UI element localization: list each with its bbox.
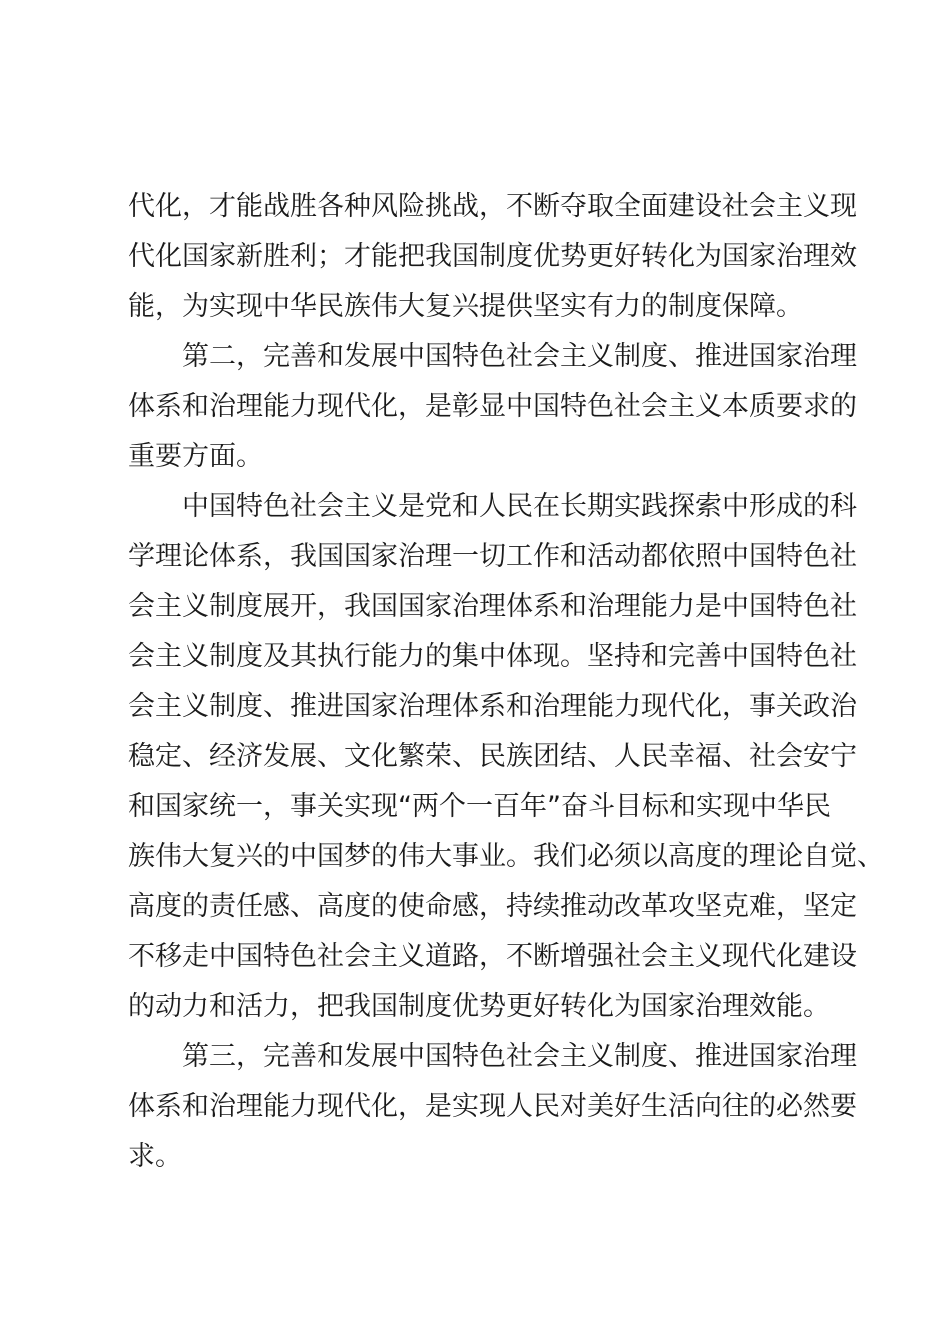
- text-line: 会主义制度及其执行能力的集中体现。坚持和完善中国特色社: [128, 641, 857, 672]
- text-line: 代化国家新胜利；才能把我国制度优势更好转化为国家治理效: [128, 241, 857, 272]
- text-line: 能，为实现中华民族伟大复兴提供坚实有力的制度保障。: [128, 291, 803, 322]
- text-line: 体系和治理能力现代化，是实现人民对美好生活向往的必然要: [128, 1091, 857, 1122]
- text-line: 会主义制度、推进国家治理体系和治理能力现代化，事关政治: [128, 691, 857, 722]
- text-line: 体系和治理能力现代化，是彰显中国特色社会主义本质要求的: [128, 391, 857, 422]
- paragraph-heading-third: 第三，完善和发展中国特色社会主义制度、推进国家治理: [182, 1041, 857, 1072]
- text-line: 重要方面。: [128, 441, 263, 472]
- text-line: 会主义制度展开，我国国家治理体系和治理能力是中国特色社: [128, 591, 857, 622]
- text-line: 的动力和活力，把我国制度优势更好转化为国家治理效能。: [128, 991, 830, 1022]
- text-line: 族伟大复兴的中国梦的伟大事业。我们必须以高度的理论自觉、: [128, 841, 884, 872]
- text-line: 不移走中国特色社会主义道路，不断增强社会主义现代化建设: [128, 941, 857, 972]
- text-line: 稳定、经济发展、文化繁荣、民族团结、人民幸福、社会安宁: [128, 741, 857, 772]
- text-line: 代化，才能战胜各种风险挑战，不断夺取全面建设社会主义现: [128, 191, 857, 222]
- text-line: 和国家统一，事关实现“两个一百年”奋斗目标和实现中华民: [128, 791, 831, 822]
- document-body: [128, 182, 884, 1182]
- text-line: 高度的责任感、高度的使命感，持续推动改革攻坚克难，坚定: [128, 891, 857, 922]
- text-line: 求。: [128, 1141, 182, 1172]
- paragraph-start: 中国特色社会主义是党和人民在长期实践探索中形成的科: [182, 491, 857, 522]
- paragraph-heading-second: 第二，完善和发展中国特色社会主义制度、推进国家治理: [182, 341, 857, 372]
- text-line: 学理论体系，我国国家治理一切工作和活动都依照中国特色社: [128, 541, 857, 572]
